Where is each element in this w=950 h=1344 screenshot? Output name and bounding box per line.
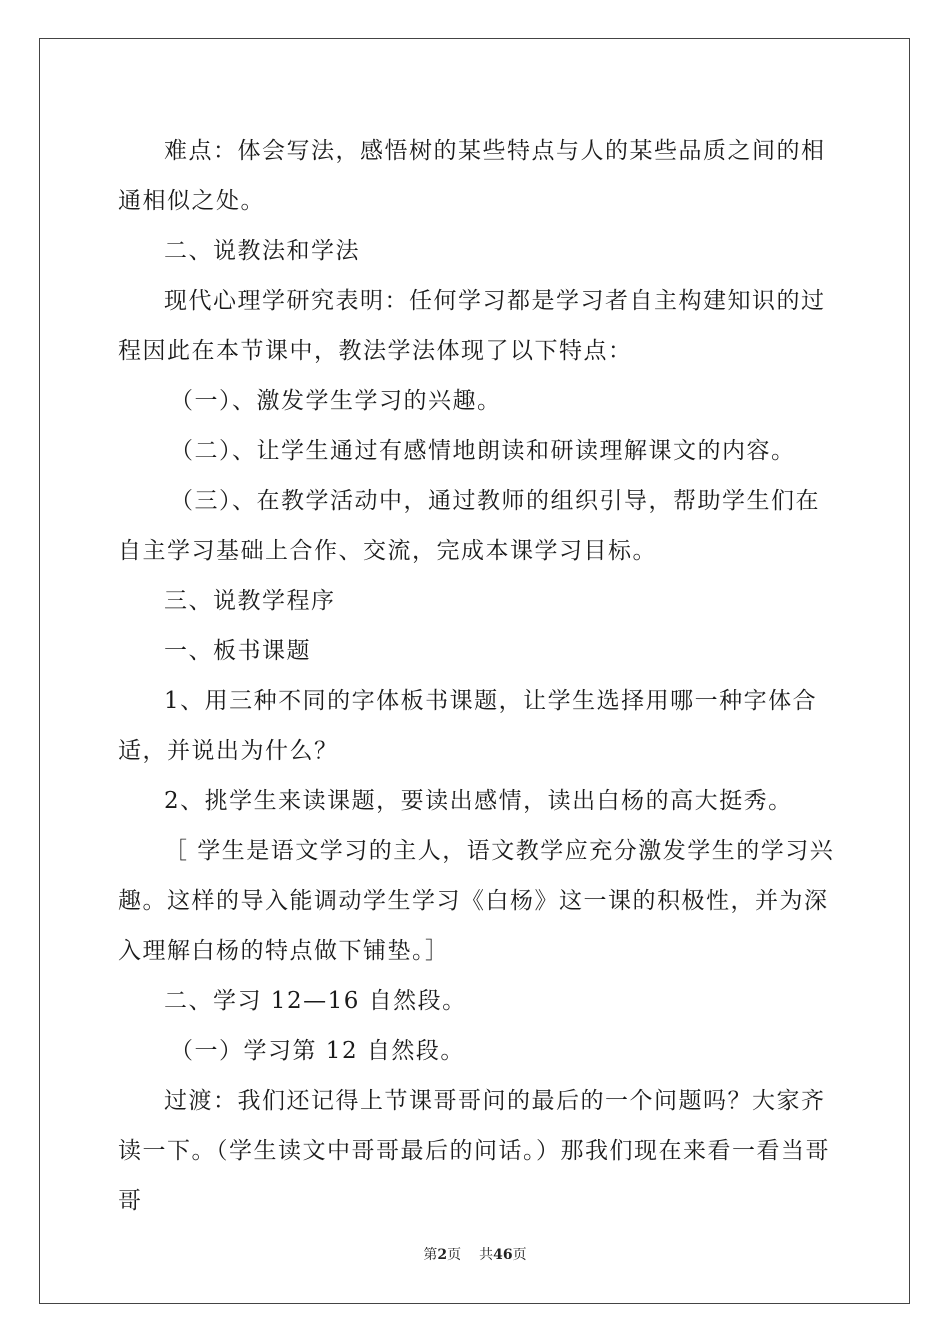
paragraph-bracket-note: ［ 学生是语文学习的主人，语文教学应充分激发学生的学习兴趣。这样的导入能调动学生学习《白杨》这一课的积极性，并为深入理解白杨的特点做下铺垫。］ xyxy=(118,838,835,964)
list-item-one: （一）、激发学生学习的兴趣。 xyxy=(170,388,502,414)
heading-teaching-methods: 二、说教法和学法 xyxy=(164,238,360,264)
paragraph-step-two: 2、挑学生来读课题，要读出感情，读出白杨的高大挺秀。 xyxy=(164,788,793,814)
footer-total-prefix: 共 xyxy=(479,1247,494,1263)
paragraph-difficulty: 难点：体会写法，感悟树的某些特点与人的某些品质之间的相通相似之处。 xyxy=(118,138,826,214)
list-item-two: （二）、让学生通过有感情地朗读和研读理解课文的内容。 xyxy=(170,438,796,464)
footer-total-suffix: 页 xyxy=(512,1247,527,1263)
heading-teaching-procedure: 三、说教学程序 xyxy=(164,588,336,614)
footer-page-prefix: 第 xyxy=(423,1247,438,1263)
heading-study-paragraph-12: （一）学习第 12 自然段。 xyxy=(170,1038,465,1064)
footer-page-current: 2 xyxy=(437,1247,448,1263)
document-body xyxy=(118,126,838,1226)
heading-study-paragraphs: 二、学习 12—16 自然段。 xyxy=(164,988,467,1014)
list-item-three: （三）、在教学活动中，通过教师的组织引导，帮助学生们在自主学习基础上合作、交流，完成本课学习目标。 xyxy=(118,488,820,564)
footer-page-total: 46 xyxy=(493,1247,513,1263)
paragraph-transition: 过渡：我们还记得上节课哥哥问的最后的一个问题吗？大家齐读一下。（学生读文中哥哥最后的问话。）那我们现在来看一看当哥哥 xyxy=(118,1088,830,1214)
paragraph-psychology: 现代心理学研究表明：任何学习都是学习者自主构建知识的过程因此在本节课中，教法学法体现了以下特点： xyxy=(118,288,826,364)
heading-board-title: 一、板书课题 xyxy=(164,638,311,664)
paragraph-step-one: 1、用三种不同的字体板书课题，让学生选择用哪一种字体合适，并说出为什么？ xyxy=(118,688,818,764)
footer-page-suffix: 页 xyxy=(447,1247,462,1263)
page-footer xyxy=(0,1244,950,1264)
